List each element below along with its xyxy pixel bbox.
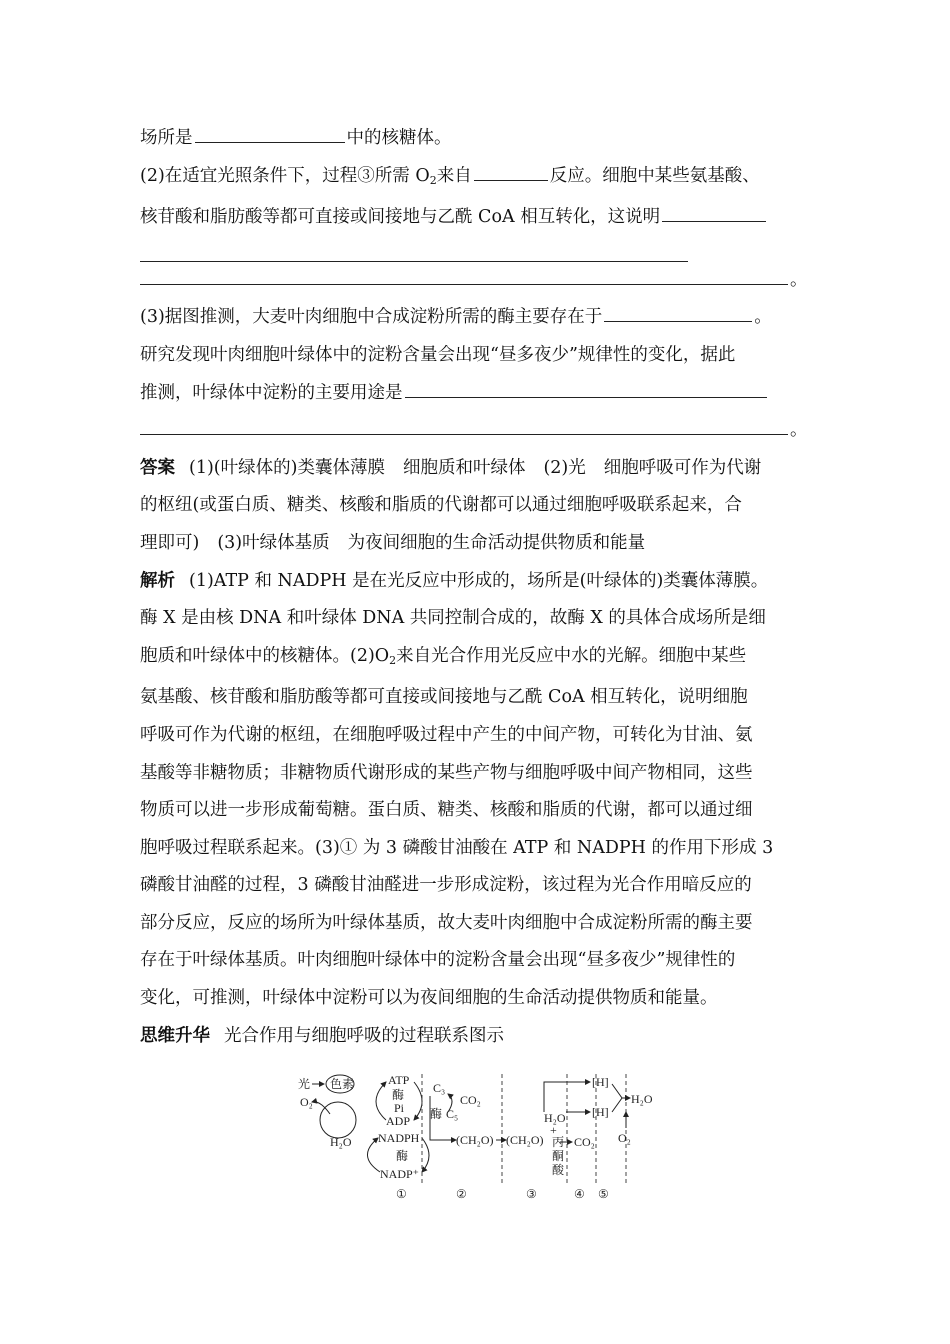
co2-out-label: CO₂	[574, 1135, 595, 1149]
analysis-line9: 磷酸甘油醛的过程，3 磷酸甘油醛进一步形成淀粉，该过程为光合作用暗反应的	[140, 875, 752, 896]
photosynthesis-respiration-diagram	[290, 1072, 670, 1202]
q2-line2: 核苷酸和脂肪酸等都可直接或间接地与乙酰 CoA 相互转化，这说明	[140, 199, 812, 237]
analysis-label: 解析	[140, 570, 175, 591]
ch2o-2-label: (CH₂O)	[506, 1133, 544, 1147]
pigment-label: 色素	[330, 1077, 355, 1091]
enzyme-label-3: 酶	[430, 1107, 443, 1121]
answer-blank[interactable]	[405, 375, 767, 398]
q2-line3	[140, 237, 812, 262]
pyruvate-label: 丙	[552, 1135, 565, 1149]
q2-line4: 。	[140, 262, 812, 300]
h2-label: [H]	[592, 1105, 609, 1119]
answer-blank[interactable]	[604, 299, 752, 322]
svg-text:酮: 酮	[552, 1149, 565, 1163]
h2o-out-label: H₂O	[631, 1092, 653, 1106]
q3-line1: (3)据图推测，大麦叶肉细胞中合成淀粉所需的酶主要存在于 。	[140, 299, 812, 337]
analysis-line10: 部分反应，反应的场所为叶绿体基质，故大麦叶肉细胞中合成淀粉所需的酶主要	[140, 912, 753, 933]
analysis-line6: 基酸等非糖物质；非糖物质代谢形成的某些产物与细胞呼吸中间产物相同，这些	[140, 762, 753, 783]
document-page	[140, 120, 812, 1055]
q1-tail-line: 场所是 中的核糖体。	[140, 120, 812, 158]
analysis-line2: 酶 X 是由核 DNA 和叶绿体 DNA 共同控制合成的，故酶 X 的具体合成场所是细	[140, 608, 766, 629]
o2-in-label: O₂	[618, 1131, 631, 1145]
h2o-mid-label: H₂O	[544, 1111, 566, 1125]
answer-line1: 答案 (1)(叶绿体的)类囊体薄膜 细胞质和叶绿体 (2)光 细胞呼吸可作为代谢	[140, 457, 762, 478]
nadp-label: NADP⁺	[380, 1167, 420, 1181]
plus-label: +	[550, 1123, 557, 1137]
q3-line4: 。	[140, 412, 812, 450]
q3-line3: 推测，叶绿体中淀粉的主要用途是	[140, 375, 812, 413]
nadph-label: NADPH	[378, 1131, 420, 1145]
analysis-line1: 解析 (1)ATP 和 NADPH 是在光反应中形成的，场所是(叶绿体的)类囊体薄膜。	[140, 570, 769, 591]
atp-label: ATP	[388, 1073, 410, 1087]
answer-blank[interactable]	[474, 158, 548, 181]
c5-label: C₅	[446, 1107, 459, 1121]
analysis-line11: 存在于叶绿体基质。叶肉细胞叶绿体中的淀粉含量会出现“昼多夜少”规律性的	[140, 950, 736, 971]
answer-line3: 理即可) (3)叶绿体基质 为夜间细胞的生命活动提供物质和能量	[140, 532, 646, 553]
analysis-line3: 胞质和叶绿体中的核糖体。$(2)O_2$来自光合作用光反应中水的光解。细胞中某些	[140, 645, 747, 667]
enzyme-label-1: 酶	[392, 1088, 405, 1102]
o2-label: O₂	[300, 1095, 313, 1109]
answer-blank-line[interactable]	[140, 262, 788, 285]
analysis-line12: 变化，可推测，叶绿体中淀粉可以为夜间细胞的生命活动提供物质和能量。	[140, 988, 718, 1009]
c3-label: C₃	[433, 1081, 446, 1095]
h1-label: [H]	[592, 1075, 609, 1089]
h2o-left-label: H₂O	[330, 1135, 352, 1149]
step-5-label: ⑤	[598, 1187, 609, 1201]
summary-label: 思维升华	[140, 1025, 210, 1046]
answer-blank[interactable]	[195, 120, 345, 143]
step-2-label: ②	[456, 1187, 467, 1201]
answer-line2: 的枢纽(或蛋白质、糖类、核酸和脂质的代谢都可以通过细胞呼吸联系起来，合	[140, 495, 742, 516]
analysis-line4: 氨基酸、核苷酸和脂肪酸等都可直接或间接地与乙酰 CoA 相互转化，说明细胞	[140, 687, 748, 708]
water-splitting-circle	[320, 1102, 356, 1138]
answer-blank-line[interactable]	[140, 237, 688, 262]
summary-title: 光合作用与细胞呼吸的过程联系图示	[224, 1025, 504, 1046]
analysis-line8: 胞呼吸过程联系起来。(3)① 为 3 磷酸甘油酸在 ATP 和 NADPH 的作用下形成 3	[140, 837, 774, 858]
answer-label: 答案	[140, 457, 175, 478]
co2-in-label: CO₂	[460, 1093, 481, 1107]
light-label: 光	[298, 1077, 311, 1091]
svg-text:酸: 酸	[552, 1163, 565, 1177]
analysis-line7: 物质可以进一步形成葡萄糖。蛋白质、糖类、核酸和脂质的代谢，都可以通过细	[140, 800, 753, 821]
answer-blank[interactable]	[662, 199, 766, 222]
analysis-line5: 呼吸可作为代谢的枢纽，在细胞呼吸过程中产生的中间产物，可转化为甘油、氨	[140, 724, 753, 745]
enzyme-label-2: 酶	[396, 1149, 409, 1163]
q2-line1: (2)在适宜光照条件下，过程③所需 $O_2$来自 反应。细胞中某些氨基酸、	[140, 158, 812, 200]
step-4-label: ④	[574, 1187, 585, 1201]
adp-label: ADP	[386, 1114, 411, 1128]
summary-line	[140, 1018, 812, 1056]
step-1-label: ①	[396, 1187, 407, 1201]
pi-label: Pi	[394, 1101, 405, 1115]
q3-line2: 研究发现叶肉细胞叶绿体中的淀粉含量会出现“昼多夜少”规律性的变化，据此	[140, 344, 736, 365]
answer-blank-line[interactable]	[140, 412, 788, 435]
ch2o-1-label: (CH₂O)	[456, 1133, 494, 1147]
step-3-label: ③	[526, 1187, 537, 1201]
